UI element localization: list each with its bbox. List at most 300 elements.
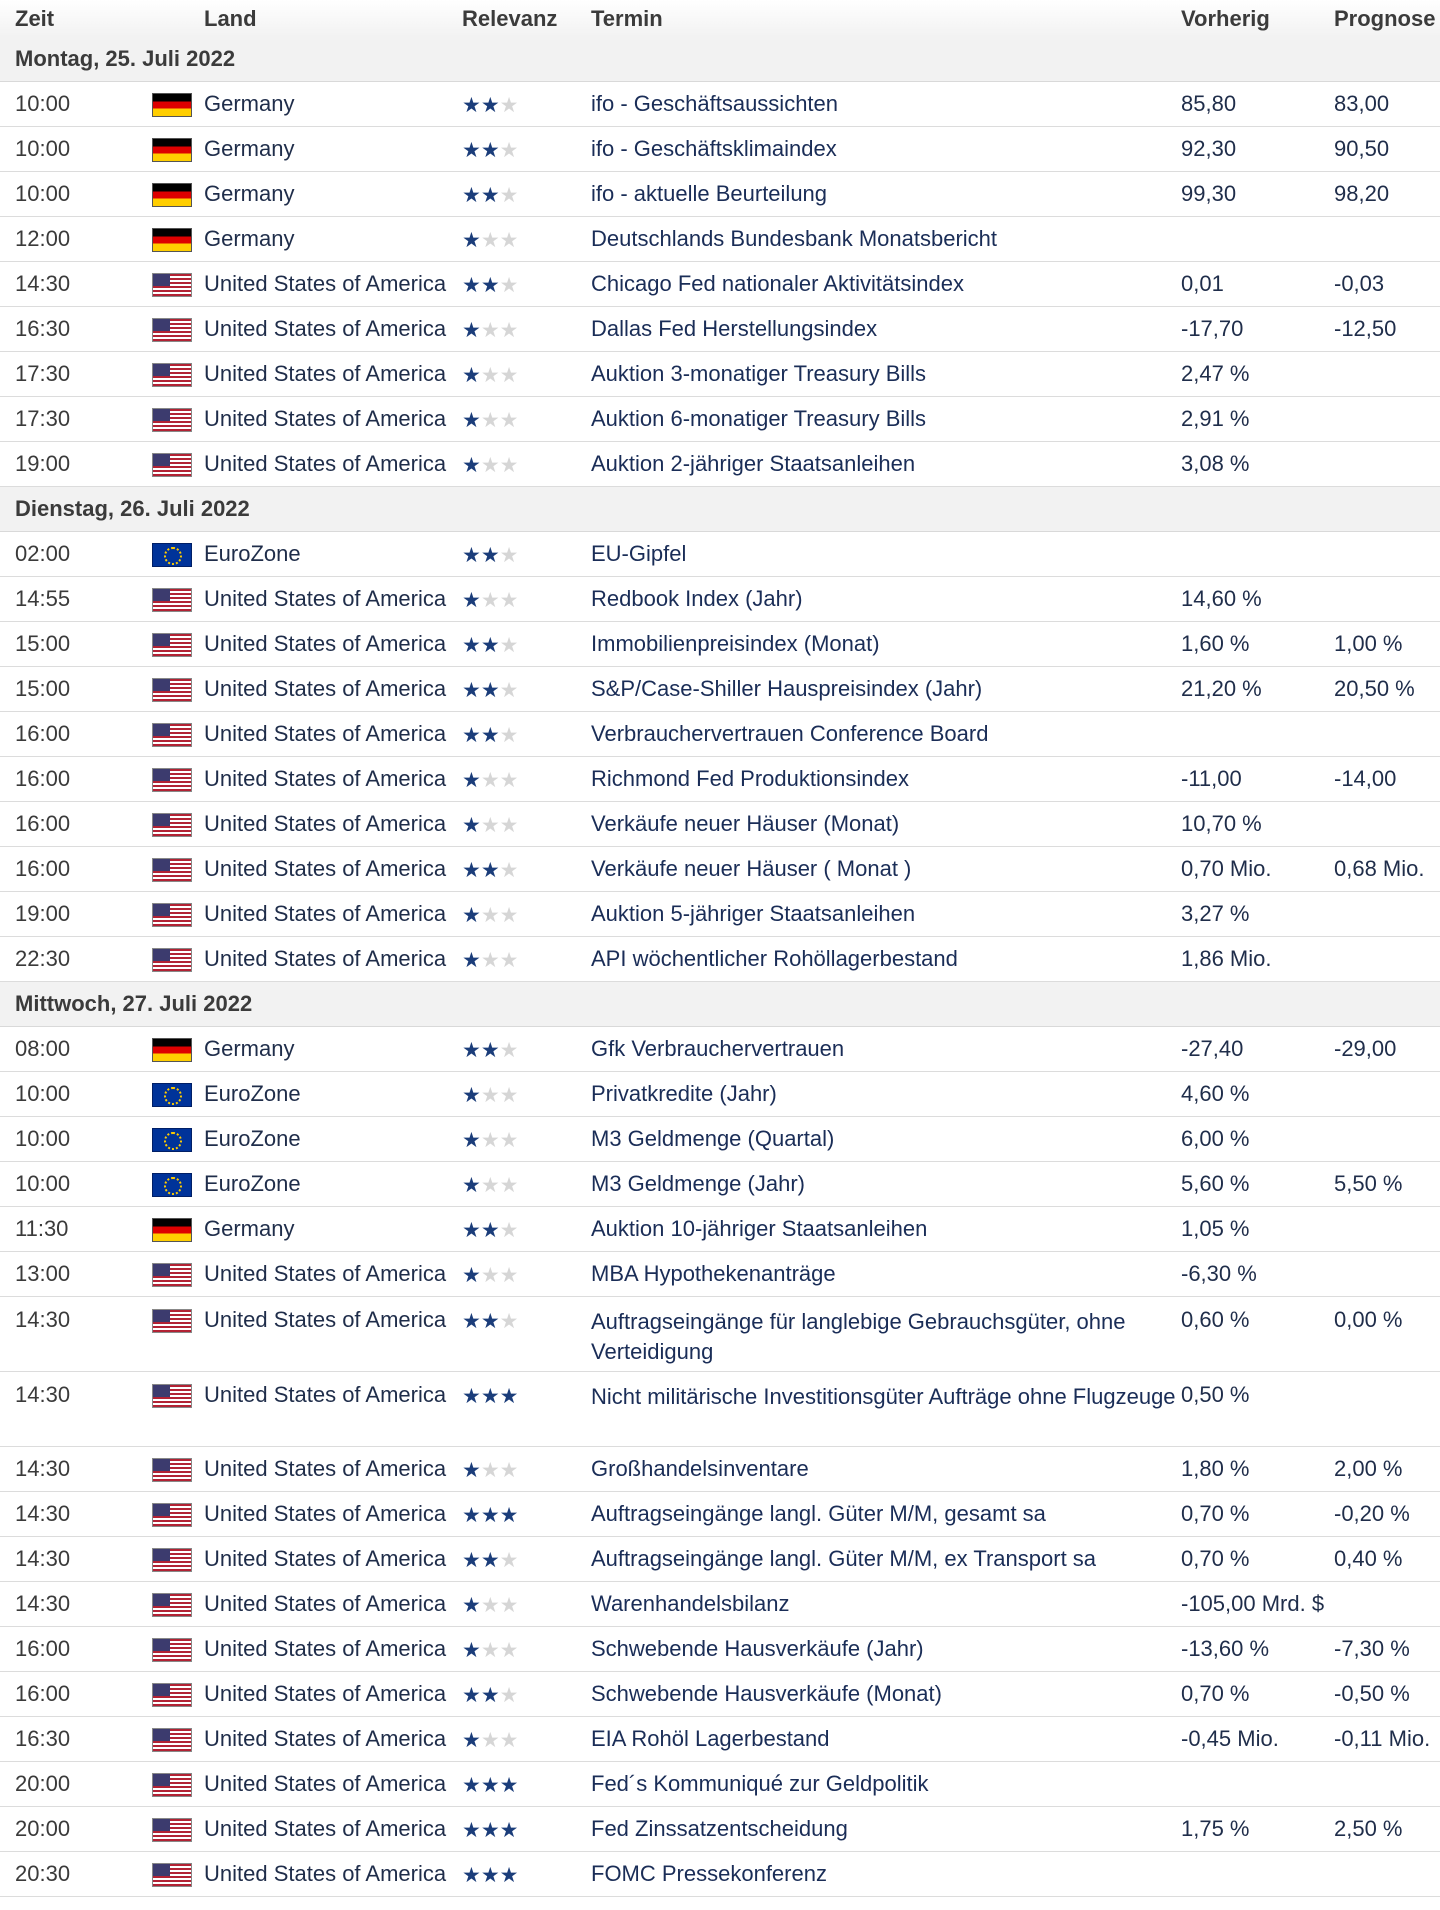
star-filled-icon: ★: [462, 1773, 481, 1797]
relevance-cell: [462, 1717, 591, 1762]
star-empty-icon: ★: [480, 948, 500, 972]
event-row[interactable]: [0, 577, 1440, 622]
event-forecast: 0,68 Mio.: [1334, 847, 1440, 892]
flag-cell: [152, 1447, 204, 1492]
star-empty-icon: ★: [499, 318, 519, 342]
event-time: 16:00: [0, 712, 152, 757]
usa-flag-icon: [152, 903, 192, 927]
event-time: 15:00: [0, 667, 152, 712]
event-title[interactable]: ifo - Geschäftsaussichten: [591, 82, 1181, 127]
event-forecast: [1334, 442, 1440, 487]
relevance-stars: [462, 1505, 518, 1526]
event-forecast: -7,30 %: [1334, 1627, 1440, 1672]
event-previous: 1,86 Mio.: [1181, 937, 1334, 982]
event-row[interactable]: [0, 712, 1440, 757]
star-filled-icon: ★: [462, 1173, 481, 1197]
star-empty-icon: ★: [480, 903, 500, 927]
star-empty-icon: ★: [499, 948, 519, 972]
header-land[interactable]: Land: [204, 0, 462, 37]
event-country: United States of America: [204, 307, 462, 352]
star-filled-icon: ★: [462, 228, 481, 252]
event-previous: [1181, 532, 1334, 577]
usa-flag-icon: [152, 318, 192, 342]
event-previous: 5,60 %: [1181, 1162, 1334, 1207]
star-filled-icon: ★: [462, 93, 481, 117]
header-termin[interactable]: Termin: [591, 0, 1181, 37]
event-previous: [1181, 217, 1334, 262]
star-filled-icon: ★: [480, 1503, 500, 1527]
star-empty-icon: ★: [499, 1728, 519, 1752]
relevance-stars: [462, 320, 518, 341]
event-forecast: 1,00 %: [1334, 622, 1440, 667]
relevance-cell: [462, 397, 591, 442]
event-country: United States of America: [204, 937, 462, 982]
event-title[interactable]: Redbook Index (Jahr): [591, 577, 1181, 622]
header-prognose[interactable]: Prognose: [1334, 0, 1440, 37]
flag-cell: [152, 442, 204, 487]
event-title[interactable]: Warenhandelsbilanz: [591, 1582, 1181, 1627]
event-title[interactable]: Auftragseingänge für langlebige Gebrauchsgüter, ohne Verteidigung: [591, 1297, 1181, 1372]
flag-cell: [152, 1207, 204, 1252]
relevance-stars: [462, 1311, 518, 1332]
star-filled-icon: ★: [480, 633, 500, 657]
relevance-cell: [462, 802, 591, 847]
event-time: 10:00: [0, 1072, 152, 1117]
event-title[interactable]: Verkäufe neuer Häuser ( Monat ): [591, 847, 1181, 892]
star-empty-icon: ★: [499, 588, 519, 612]
relevance-stars: [462, 860, 518, 881]
event-previous: 1,60 %: [1181, 622, 1334, 667]
event-country: United States of America: [204, 667, 462, 712]
event-row[interactable]: [0, 1762, 1440, 1807]
star-empty-icon: ★: [499, 408, 519, 432]
flag-cell: [152, 82, 204, 127]
usa-flag-icon: [152, 768, 192, 792]
relevance-stars: [462, 680, 518, 701]
event-title[interactable]: Schwebende Hausverkäufe (Jahr): [591, 1627, 1181, 1672]
event-row[interactable]: [0, 1207, 1440, 1252]
relevance-stars: [462, 1220, 518, 1241]
header-zeit[interactable]: Zeit: [0, 0, 152, 37]
event-title[interactable]: Richmond Fed Produktionsindex: [591, 757, 1181, 802]
usa-flag-icon: [152, 1638, 192, 1662]
event-forecast: [1334, 1072, 1440, 1117]
event-title[interactable]: ifo - Geschäftsklimaindex: [591, 127, 1181, 172]
star-filled-icon: ★: [462, 768, 481, 792]
event-time: 14:30: [0, 262, 152, 307]
relevance-cell: [462, 1807, 591, 1852]
usa-flag-icon: [152, 1863, 192, 1887]
event-forecast: [1334, 892, 1440, 937]
relevance-stars: [462, 1460, 518, 1481]
event-previous: 1,05 %: [1181, 1207, 1334, 1252]
event-country: United States of America: [204, 262, 462, 307]
event-forecast: [1334, 1852, 1440, 1897]
flag-cell: [152, 802, 204, 847]
star-filled-icon: ★: [462, 453, 481, 477]
event-time: 14:30: [0, 1297, 152, 1372]
event-title[interactable]: Auktion 3-monatiger Treasury Bills: [591, 352, 1181, 397]
star-empty-icon: ★: [480, 1263, 500, 1287]
event-forecast: [1334, 217, 1440, 262]
header-vorherig[interactable]: Vorherig: [1181, 0, 1334, 37]
event-title[interactable]: M3 Geldmenge (Jahr): [591, 1162, 1181, 1207]
event-previous: -13,60 %: [1181, 1627, 1334, 1672]
event-row[interactable]: [0, 937, 1440, 982]
star-filled-icon: ★: [462, 1593, 481, 1617]
usa-flag-icon: [152, 1683, 192, 1707]
star-empty-icon: ★: [480, 318, 500, 342]
event-time: 15:00: [0, 622, 152, 667]
event-time: 16:30: [0, 1717, 152, 1762]
event-forecast: -0,11 Mio.: [1334, 1717, 1440, 1762]
event-country: United States of America: [204, 1807, 462, 1852]
star-empty-icon: ★: [499, 633, 519, 657]
flag-cell: [152, 307, 204, 352]
event-time: 17:30: [0, 352, 152, 397]
event-forecast: -0,50 %: [1334, 1672, 1440, 1717]
event-title[interactable]: EU-Gipfel: [591, 532, 1181, 577]
relevance-cell: [462, 892, 591, 937]
event-title[interactable]: Gfk Verbrauchervertrauen: [591, 1027, 1181, 1072]
star-empty-icon: ★: [499, 1218, 519, 1242]
event-row[interactable]: [0, 127, 1440, 172]
event-title[interactable]: Immobilienpreisindex (Monat): [591, 622, 1181, 667]
star-empty-icon: ★: [480, 453, 500, 477]
relevance-stars: [462, 545, 518, 566]
event-row[interactable]: [0, 352, 1440, 397]
flag-cell: [152, 1162, 204, 1207]
event-previous: 0,50 %: [1181, 1372, 1334, 1447]
event-title[interactable]: Deutschlands Bundesbank Monatsbericht: [591, 217, 1181, 262]
star-empty-icon: ★: [480, 813, 500, 837]
event-forecast: [1334, 532, 1440, 577]
relevance-cell: [462, 1072, 591, 1117]
event-row[interactable]: [0, 1372, 1440, 1447]
event-title[interactable]: Verkäufe neuer Häuser (Monat): [591, 802, 1181, 847]
star-empty-icon: ★: [499, 183, 519, 207]
relevance-stars: [462, 1820, 518, 1841]
event-row[interactable]: [0, 667, 1440, 712]
event-row[interactable]: [0, 1717, 1440, 1762]
event-forecast: -0,20 %: [1334, 1492, 1440, 1537]
event-country: Germany: [204, 1207, 462, 1252]
event-row[interactable]: [0, 1492, 1440, 1537]
flag-cell: [152, 1492, 204, 1537]
star-filled-icon: ★: [480, 858, 500, 882]
event-previous: [1181, 1852, 1334, 1897]
event-row[interactable]: [0, 1252, 1440, 1297]
event-time: 10:00: [0, 1117, 152, 1162]
star-filled-icon: ★: [462, 363, 481, 387]
relevance-stars: [462, 1595, 518, 1616]
star-empty-icon: ★: [499, 1593, 519, 1617]
relevance-stars: [462, 1085, 518, 1106]
event-title[interactable]: Auktion 5-jähriger Staatsanleihen: [591, 892, 1181, 937]
flag-cell: [152, 1717, 204, 1762]
star-empty-icon: ★: [499, 1309, 519, 1333]
event-country: United States of America: [204, 352, 462, 397]
event-row[interactable]: [0, 442, 1440, 487]
relevance-cell: [462, 1762, 591, 1807]
germany-flag-icon: [152, 228, 192, 252]
relevance-cell: [462, 82, 591, 127]
flag-cell: [152, 892, 204, 937]
event-previous: 0,70 %: [1181, 1672, 1334, 1717]
event-time: 08:00: [0, 1027, 152, 1072]
flag-cell: [152, 1372, 204, 1447]
relevance-cell: [462, 217, 591, 262]
flag-cell: [152, 262, 204, 307]
star-filled-icon: ★: [462, 723, 481, 747]
flag-cell: [152, 217, 204, 262]
event-country: United States of America: [204, 1252, 462, 1297]
relevance-stars: [462, 95, 518, 116]
event-row[interactable]: [0, 892, 1440, 937]
event-country: United States of America: [204, 892, 462, 937]
relevance-cell: [462, 667, 591, 712]
star-empty-icon: ★: [480, 1128, 500, 1152]
star-filled-icon: ★: [480, 93, 500, 117]
event-time: 12:00: [0, 217, 152, 262]
event-row[interactable]: [0, 757, 1440, 802]
star-filled-icon: ★: [480, 1309, 500, 1333]
event-title[interactable]: EIA Rohöl Lagerbestand: [591, 1717, 1181, 1762]
star-empty-icon: ★: [480, 1083, 500, 1107]
event-row[interactable]: [0, 1297, 1440, 1372]
event-row[interactable]: [0, 397, 1440, 442]
event-country: Germany: [204, 1027, 462, 1072]
event-title[interactable]: M3 Geldmenge (Quartal): [591, 1117, 1181, 1162]
relevance-cell: [462, 1027, 591, 1072]
event-row[interactable]: [0, 847, 1440, 892]
event-row[interactable]: [0, 802, 1440, 847]
flag-cell: [152, 1252, 204, 1297]
event-time: 10:00: [0, 1162, 152, 1207]
event-row[interactable]: [0, 172, 1440, 217]
event-title[interactable]: Auktion 2-jähriger Staatsanleihen: [591, 442, 1181, 487]
star-filled-icon: ★: [480, 1773, 500, 1797]
star-empty-icon: ★: [480, 1728, 500, 1752]
event-title[interactable]: ifo - aktuelle Beurteilung: [591, 172, 1181, 217]
event-row[interactable]: [0, 1537, 1440, 1582]
star-empty-icon: ★: [480, 768, 500, 792]
star-filled-icon: ★: [462, 1384, 481, 1408]
event-row[interactable]: [0, 1117, 1440, 1162]
relevance-stars: [462, 1265, 518, 1286]
event-country: Germany: [204, 82, 462, 127]
event-time: 19:00: [0, 442, 152, 487]
header-relevanz[interactable]: Relevanz: [462, 0, 591, 37]
relevance-cell: [462, 847, 591, 892]
star-filled-icon: ★: [462, 1038, 481, 1062]
event-row[interactable]: [0, 1027, 1440, 1072]
event-time: 16:30: [0, 307, 152, 352]
event-row[interactable]: [0, 262, 1440, 307]
star-filled-icon: ★: [462, 948, 481, 972]
event-row[interactable]: [0, 1072, 1440, 1117]
event-time: 16:00: [0, 847, 152, 892]
usa-flag-icon: [152, 1728, 192, 1752]
event-forecast: [1334, 1372, 1440, 1447]
star-filled-icon: ★: [499, 1384, 519, 1408]
usa-flag-icon: [152, 273, 192, 297]
event-title[interactable]: Privatkredite (Jahr): [591, 1072, 1181, 1117]
event-country: United States of America: [204, 1297, 462, 1372]
event-time: 10:00: [0, 82, 152, 127]
event-time: 14:30: [0, 1447, 152, 1492]
event-title[interactable]: Fed´s Kommuniqué zur Geldpolitik: [591, 1762, 1181, 1807]
event-previous: 99,30: [1181, 172, 1334, 217]
event-country: United States of America: [204, 1627, 462, 1672]
event-row[interactable]: [0, 217, 1440, 262]
star-filled-icon: ★: [499, 1773, 519, 1797]
event-title[interactable]: Dallas Fed Herstellungsindex: [591, 307, 1181, 352]
event-forecast: [1334, 1252, 1440, 1297]
event-title[interactable]: Fed Zinssatzentscheidung: [591, 1807, 1181, 1852]
event-forecast: 20,50 %: [1334, 667, 1440, 712]
relevance-stars: [462, 815, 518, 836]
flag-cell: [152, 577, 204, 622]
star-empty-icon: ★: [499, 273, 519, 297]
flag-cell: [152, 847, 204, 892]
event-title[interactable]: MBA Hypothekenanträge: [591, 1252, 1181, 1297]
event-row[interactable]: [0, 1627, 1440, 1672]
event-title[interactable]: Auktion 6-monatiger Treasury Bills: [591, 397, 1181, 442]
germany-flag-icon: [152, 93, 192, 117]
event-row[interactable]: [0, 1162, 1440, 1207]
event-row[interactable]: [0, 1672, 1440, 1717]
event-title[interactable]: Verbrauchervertrauen Conference Board: [591, 712, 1181, 757]
relevance-cell: [462, 1207, 591, 1252]
event-row[interactable]: [0, 1582, 1440, 1627]
event-previous: -105,00 Mrd. $: [1181, 1582, 1334, 1627]
event-country: United States of America: [204, 397, 462, 442]
flag-cell: [152, 1117, 204, 1162]
relevance-stars: [462, 1865, 518, 1886]
star-empty-icon: ★: [499, 1458, 519, 1482]
event-country: United States of America: [204, 1762, 462, 1807]
star-filled-icon: ★: [462, 138, 481, 162]
star-filled-icon: ★: [462, 1683, 481, 1707]
event-title[interactable]: Auftragseingänge langl. Güter M/M, ex Transport sa: [591, 1537, 1181, 1582]
event-time: 16:00: [0, 1672, 152, 1717]
event-row[interactable]: [0, 1807, 1440, 1852]
star-filled-icon: ★: [462, 813, 481, 837]
star-filled-icon: ★: [480, 678, 500, 702]
relevance-cell: [462, 577, 591, 622]
event-title[interactable]: Auftragseingänge langl. Güter M/M, gesamt sa: [591, 1492, 1181, 1537]
event-row[interactable]: [0, 622, 1440, 667]
star-filled-icon: ★: [480, 1863, 500, 1887]
event-forecast: -12,50: [1334, 307, 1440, 352]
event-country: United States of America: [204, 1372, 462, 1447]
event-row[interactable]: [0, 1447, 1440, 1492]
relevance-cell: [462, 442, 591, 487]
event-forecast: 2,50 %: [1334, 1807, 1440, 1852]
event-previous: 92,30: [1181, 127, 1334, 172]
star-empty-icon: ★: [499, 768, 519, 792]
relevance-cell: [462, 937, 591, 982]
event-row[interactable]: [0, 532, 1440, 577]
eu-flag-icon: [152, 543, 192, 567]
event-forecast: [1334, 577, 1440, 622]
star-empty-icon: ★: [499, 858, 519, 882]
event-previous: 0,70 %: [1181, 1537, 1334, 1582]
event-time: 02:00: [0, 532, 152, 577]
star-empty-icon: ★: [499, 1128, 519, 1152]
star-filled-icon: ★: [462, 1863, 481, 1887]
event-title[interactable]: Nicht militärische Investitionsgüter Aufträge ohne Flugzeuge: [591, 1372, 1181, 1447]
table-header-row: [0, 0, 1440, 37]
star-empty-icon: ★: [480, 363, 500, 387]
event-title[interactable]: FOMC Pressekonferenz: [591, 1852, 1181, 1897]
event-title[interactable]: API wöchentlicher Rohöllagerbestand: [591, 937, 1181, 982]
usa-flag-icon: [152, 858, 192, 882]
event-title[interactable]: S&P/Case-Shiller Hauspreisindex (Jahr): [591, 667, 1181, 712]
event-forecast: -0,03: [1334, 262, 1440, 307]
event-row[interactable]: [0, 82, 1440, 127]
star-filled-icon: ★: [462, 678, 481, 702]
event-title[interactable]: Großhandelsinventare: [591, 1447, 1181, 1492]
star-filled-icon: ★: [462, 1263, 481, 1287]
relevance-stars: [462, 455, 518, 476]
star-filled-icon: ★: [462, 273, 481, 297]
relevance-cell: [462, 1627, 591, 1672]
day-header-row: [0, 37, 1440, 82]
usa-flag-icon: [152, 723, 192, 747]
usa-flag-icon: [152, 588, 192, 612]
event-country: United States of America: [204, 1447, 462, 1492]
calendar-body: [0, 37, 1440, 1897]
usa-flag-icon: [152, 1503, 192, 1527]
day-label: Dienstag, 26. Juli 2022: [0, 487, 1440, 532]
event-time: 14:30: [0, 1582, 152, 1627]
flag-cell: [152, 1807, 204, 1852]
event-previous: 2,47 %: [1181, 352, 1334, 397]
event-country: United States of America: [204, 757, 462, 802]
event-previous: 2,91 %: [1181, 397, 1334, 442]
event-previous: 3,08 %: [1181, 442, 1334, 487]
star-empty-icon: ★: [480, 228, 500, 252]
star-filled-icon: ★: [480, 273, 500, 297]
germany-flag-icon: [152, 1218, 192, 1242]
star-filled-icon: ★: [480, 1818, 500, 1842]
flag-cell: [152, 1297, 204, 1372]
event-title[interactable]: Auktion 10-jähriger Staatsanleihen: [591, 1207, 1181, 1252]
usa-flag-icon: [152, 453, 192, 477]
usa-flag-icon: [152, 678, 192, 702]
star-empty-icon: ★: [499, 93, 519, 117]
event-row[interactable]: [0, 307, 1440, 352]
event-row[interactable]: [0, 1852, 1440, 1897]
event-title[interactable]: Schwebende Hausverkäufe (Monat): [591, 1672, 1181, 1717]
flag-cell: [152, 622, 204, 667]
event-time: 16:00: [0, 802, 152, 847]
event-previous: 4,60 %: [1181, 1072, 1334, 1117]
star-empty-icon: ★: [499, 363, 519, 387]
event-forecast: 90,50: [1334, 127, 1440, 172]
event-time: 22:30: [0, 937, 152, 982]
event-time: 10:00: [0, 127, 152, 172]
flag-cell: [152, 352, 204, 397]
relevance-stars: [462, 635, 518, 656]
relevance-cell: [462, 172, 591, 217]
usa-flag-icon: [152, 1384, 192, 1408]
star-empty-icon: ★: [499, 1683, 519, 1707]
event-title[interactable]: Chicago Fed nationaler Aktivitätsindex: [591, 262, 1181, 307]
event-country: United States of America: [204, 577, 462, 622]
